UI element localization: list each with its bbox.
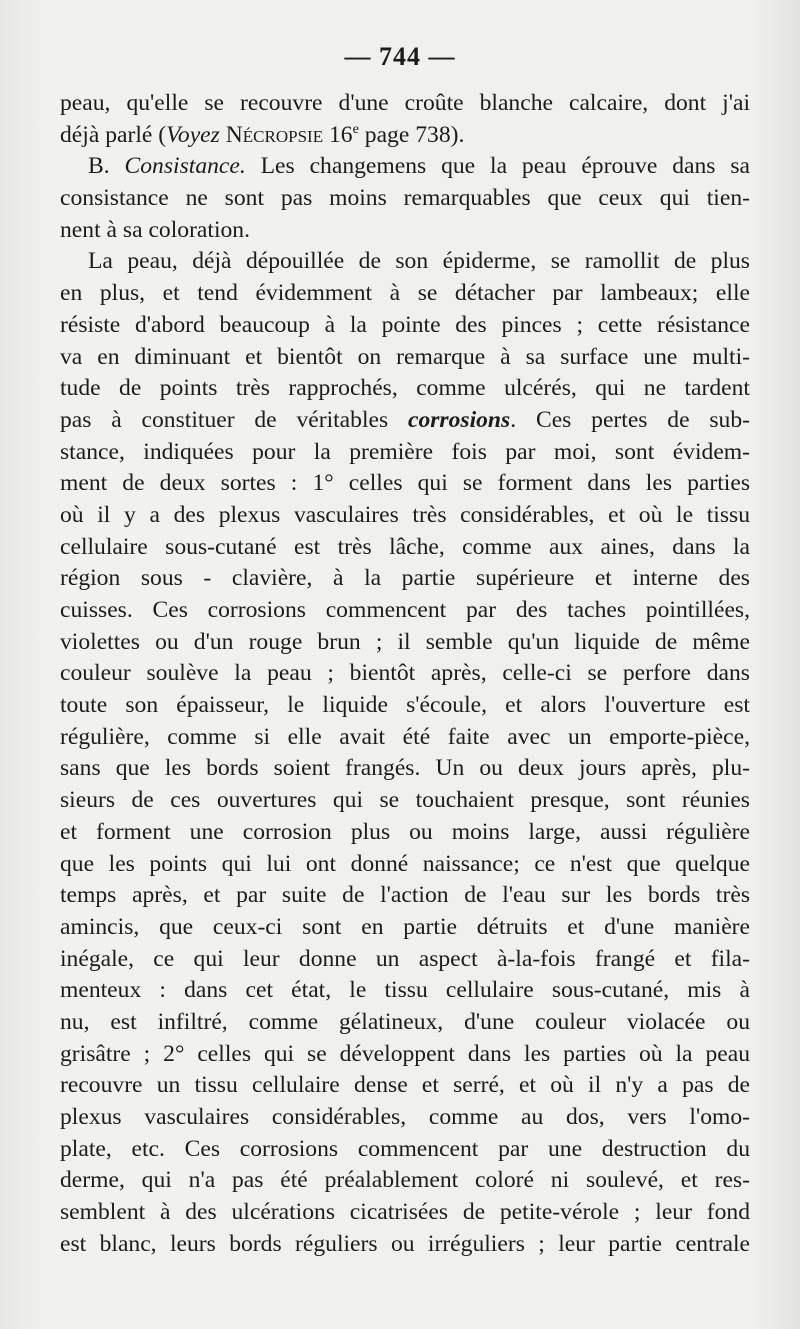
text-segment: Les changemens que la peau éprouve dans sa [245, 153, 750, 180]
text-segment: menteux : dans cet état, le tissu cellulaire sous-cutané, mis à [60, 977, 750, 1004]
text-segment: en plus, et tend évidemment à se détacher par lambeaux; elle [60, 280, 750, 307]
text-line [60, 753, 750, 785]
emphasis-text: corrosions [407, 406, 511, 433]
text-line [60, 817, 750, 849]
text-segment: grisâtre ; 2° celles qui se développent dans les parties où la peau [60, 1040, 750, 1067]
text-segment: couleur soulève la peau ; bientôt après, celle-ci se perfore dans [60, 660, 750, 687]
text-segment: régulière, comme si elle avait été faite avec un emporte-pièce, [60, 723, 750, 750]
text-line [60, 215, 750, 247]
text-segment: La peau, déjà dépouillée de son épiderme, se ramollit de plus [88, 248, 750, 275]
text-line [60, 342, 750, 374]
text-segment: violettes ou d'un rouge brun ; il semble qu'un liquide de même [60, 628, 750, 655]
text-segment: que les points qui lui ont donné naissance; ce n'est que quelque [60, 850, 750, 877]
text-line [60, 278, 750, 310]
text-line [60, 151, 750, 183]
text-line [60, 1229, 750, 1261]
text-line [60, 405, 750, 437]
text-line [60, 437, 750, 469]
text-segment: va en diminuant et bientôt on remarque à sa surface une multi- [60, 343, 750, 370]
text-line [60, 975, 750, 1007]
text-segment: nu, est infiltré, comme gélatineux, d'une couleur violacée ou [60, 1008, 750, 1035]
text-line [60, 183, 750, 215]
text-line [60, 310, 750, 342]
text-line [60, 944, 750, 976]
text-line [60, 595, 750, 627]
text-segment: et forment une corrosion plus ou moins large, aussi régulière [60, 818, 750, 845]
text-line [60, 563, 750, 595]
text-line [60, 880, 750, 912]
text-line [60, 1070, 750, 1102]
emphasis-text: Consistance. [124, 153, 246, 180]
text-segment: cuisses. Ces corrosions commencent par des taches pointillées, [60, 597, 750, 623]
text-segment: plexus vasculaires considérables, comme au dos, vers l'omo- [60, 1104, 750, 1130]
text-line [60, 627, 750, 659]
page-number: — 744 — [344, 42, 456, 71]
text-segment: sans que les bords soient frangés. Un ou deux jours après, plu- [60, 755, 750, 782]
text-segment: page 738). [358, 121, 465, 148]
emphasis-text: Voyez [166, 121, 220, 148]
text-segment: stance, indiquées pour la première fois par moi, sont évidem- [60, 438, 750, 465]
text-segment: recouvre un tissu cellulaire dense et serré, et où il n'y a pas de [60, 1072, 750, 1099]
text-segment: inégale, ce qui leur donne un aspect à-la-fois frangé et fila- [60, 945, 750, 972]
text-segment: sieurs de ces ouvertures qui se touchaient presque, sont réunies [60, 787, 750, 814]
text-line [60, 1039, 750, 1071]
text-line [60, 1007, 750, 1039]
text-segment: consistance ne sont pas moins remarquables que ceux qui tien- [60, 185, 750, 212]
text-segment: déjà parlé ( [60, 121, 167, 148]
text-segment: résiste d'abord beaucoup à la pointe des pinces ; cette résistance [60, 311, 750, 338]
smallcaps-text: Nécropsie [225, 121, 324, 148]
text-segment: pas à constituer de véritables [60, 406, 408, 433]
text-segment: semblent à des ulcérations cicatrisées de petite-vérole ; leur fond [60, 1199, 750, 1226]
text-line [60, 373, 750, 405]
text-line [60, 1165, 750, 1197]
text-line [60, 1134, 750, 1166]
text-line [60, 690, 750, 722]
text-line [60, 246, 750, 278]
text-segment: derme, qui n'a pas été préalablement coloré ni soulevé, et res- [60, 1167, 750, 1194]
text-line [60, 722, 750, 754]
text-line [60, 88, 750, 120]
text-line [60, 658, 750, 690]
text-segment: 16 [323, 121, 353, 148]
text-line [60, 912, 750, 944]
text-segment: ment de deux sortes : 1° celles qui se forment dans les parties [60, 470, 750, 497]
text-segment: région sous - clavière, à la partie supérieure et interne des [60, 565, 750, 592]
text-segment: tude de points très rapprochés, comme ulcérés, qui ne tardent [60, 375, 750, 402]
text-segment: est blanc, leurs bords réguliers ou irréguliers ; leur partie centrale [60, 1230, 750, 1257]
text-segment: plate, etc. Ces corrosions commencent par une destruction du [60, 1135, 750, 1162]
text-line [60, 849, 750, 881]
text-line [60, 120, 750, 152]
text-line [60, 1197, 750, 1229]
text-segment: B. [88, 153, 125, 180]
body-text [60, 88, 750, 1260]
text-line [60, 785, 750, 817]
text-segment: peau, qu'elle se recouvre d'une croûte blanche calcaire, dont j'ai [60, 90, 750, 116]
text-segment: toute son épaisseur, le liquide s'écoule, et alors l'ouverture est [60, 692, 750, 719]
text-line [60, 1102, 750, 1134]
text-line [60, 532, 750, 564]
text-line [60, 500, 750, 532]
text-segment: amincis, que ceux-ci sont en partie détruits et d'une manière [60, 913, 750, 940]
text-line [60, 468, 750, 500]
text-segment: temps après, et par suite de l'action de l'eau sur les bords très [60, 882, 750, 909]
text-segment: où il y a des plexus vasculaires très considérables, et où le tissu [60, 501, 750, 528]
text-segment: cellulaire sous-cutané est très lâche, comme aux aines, dans la [60, 533, 750, 560]
text-segment: nent à sa coloration. [60, 216, 250, 243]
text-segment: e [352, 120, 359, 137]
text-segment: . Ces pertes de sub- [510, 406, 750, 433]
